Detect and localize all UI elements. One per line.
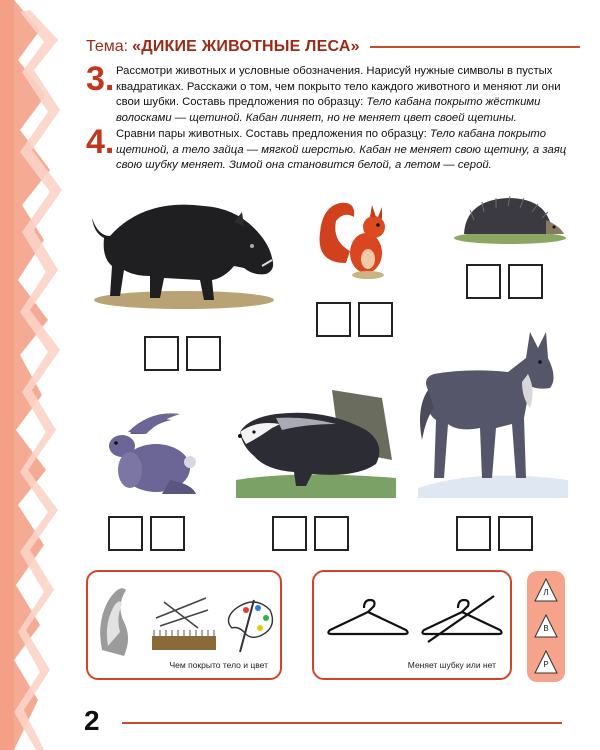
triangle-letter: Р: [543, 660, 549, 669]
quill-icon: [156, 598, 208, 628]
decorative-brush-strip: [0, 0, 70, 750]
answer-box[interactable]: [314, 516, 349, 551]
answer-boxes-wolf: [456, 516, 533, 551]
task-instruction: Рассмотри животных и условные обозначения. Нарисуй нужные символы в пустых квадратиках. Расскажи о том, чем покрыто тело каждого животного и меняют ли они свои шубки. Составь предложения по образцу:: [116, 65, 561, 109]
answer-box[interactable]: [466, 264, 501, 299]
triangle-letter: Л: [543, 588, 549, 597]
hedgehog-image: [450, 190, 568, 246]
answer-box[interactable]: [358, 302, 393, 337]
page-number: 2: [84, 705, 100, 736]
answer-boxes-badger: [272, 516, 349, 551]
fur-icon: [100, 588, 128, 656]
answer-box[interactable]: [508, 264, 543, 299]
crossed-hanger-icon: [422, 596, 501, 642]
footer-divider: [122, 722, 562, 724]
answer-box[interactable]: [272, 516, 307, 551]
task-number: 4.: [86, 123, 115, 161]
triangle-marker: [533, 649, 559, 675]
hanger-icon: [328, 600, 407, 634]
wolf-image: [418, 328, 568, 498]
brush-icon: [152, 630, 216, 650]
answer-box[interactable]: [456, 516, 491, 551]
legend-symbols-coat-change: [324, 594, 504, 644]
topic-header: [86, 36, 580, 58]
squirrel-image: [310, 193, 402, 285]
task-text: [116, 64, 580, 126]
task-instruction: Сравни пары животных. Составь предложения по образцу:: [116, 128, 430, 140]
answer-box[interactable]: [108, 516, 143, 551]
legend-caption-coat-change: Меняет шубку или нет: [407, 660, 496, 670]
task-example: Тело кабана покрыто жёсткими волосками — щетиной. Кабан линяет, но не меняет цвет своей щетины.: [116, 96, 541, 124]
answer-box[interactable]: [144, 336, 179, 371]
task-4: [86, 123, 580, 174]
legend-panel-body-cover: [86, 570, 282, 680]
palette-icon: [228, 600, 272, 652]
legend-panel-coat-change: [312, 570, 512, 680]
answer-box[interactable]: [186, 336, 221, 371]
answer-boxes-boar: [144, 336, 221, 371]
task-3: [86, 60, 580, 126]
triangle-marker: [533, 613, 559, 639]
sequence-triangles: [527, 571, 565, 682]
task-text: [116, 127, 580, 174]
topic-label: Тема:: [86, 38, 129, 55]
legend-symbols-cover: [94, 580, 276, 660]
answer-boxes-hare: [108, 516, 185, 551]
hare-image: [100, 410, 202, 502]
task-number: 3.: [86, 60, 115, 98]
answer-box[interactable]: [316, 302, 351, 337]
answer-box[interactable]: [498, 516, 533, 551]
boar-image: [84, 188, 284, 314]
triangle-letter: В: [543, 624, 549, 633]
task-example: Тело кабана покрыто щетиной, а тело зайца — мягкой шерстью. Кабан не меняет свою щетину, а заяц свою шубку меняет. Зимой она становится белой, а летом — серой.: [116, 128, 567, 172]
answer-boxes-squirrel: [316, 302, 393, 337]
topic-title: «ДИКИЕ ЖИВОТНЫЕ ЛЕСА»: [132, 38, 360, 55]
answer-boxes-hedgehog: [466, 264, 543, 299]
header-divider: [370, 46, 580, 48]
answer-box[interactable]: [150, 516, 185, 551]
badger-image: [236, 390, 396, 498]
triangle-marker: [533, 577, 559, 603]
legend-caption-cover: Чем покрыто тело и цвет: [169, 660, 268, 670]
